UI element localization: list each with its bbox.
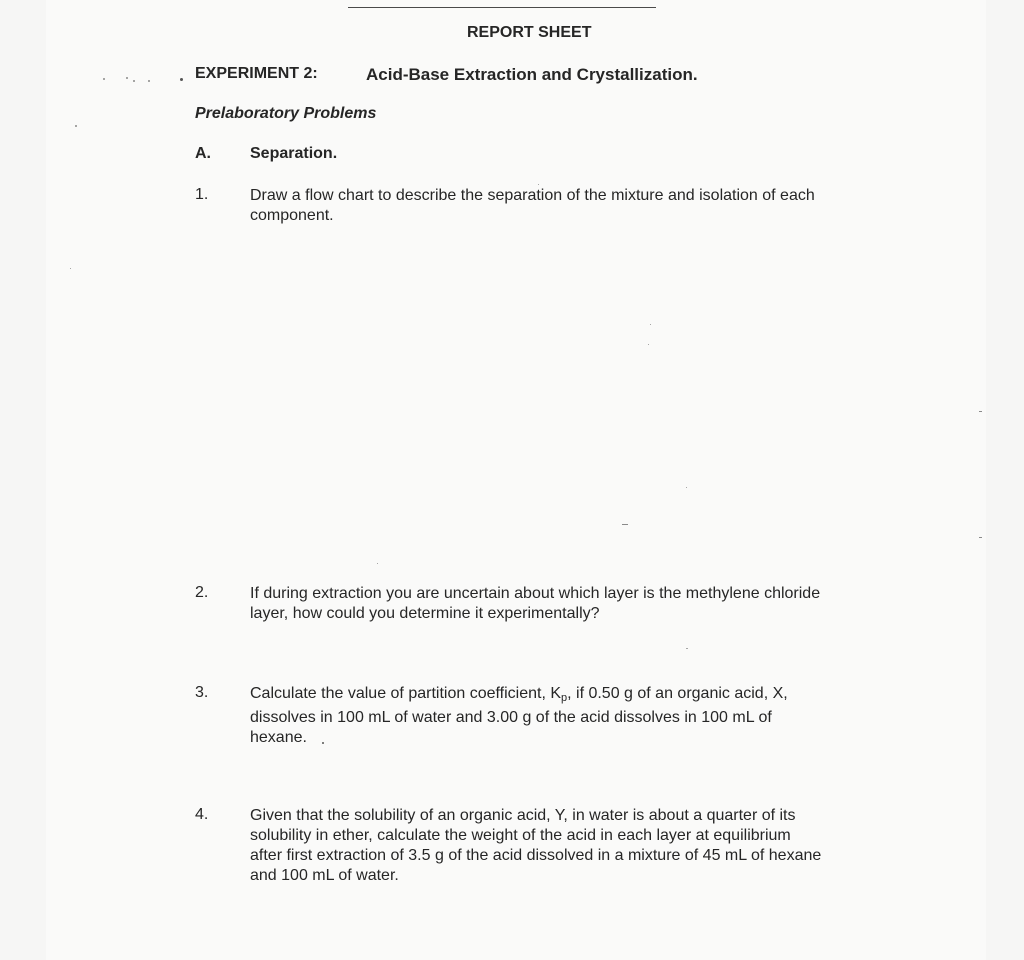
question-1-number: 1.: [195, 186, 209, 203]
question-1-line: Draw a flow chart to describe the separation of the mixture and isolation of each: [250, 187, 815, 204]
scan-speck: [133, 80, 135, 82]
experiment-label: EXPERIMENT 2:: [195, 65, 318, 82]
scan-speck: [377, 563, 378, 564]
scan-speck: [979, 411, 982, 412]
question-4-number: 4.: [195, 806, 209, 823]
question-4-text: [250, 806, 880, 886]
scan-speck: [148, 80, 150, 82]
question-2-line: If during extraction you are uncertain about which layer is the methylene chloride: [250, 585, 821, 602]
scan-speck: [686, 487, 687, 488]
section-title: Separation.: [250, 145, 338, 162]
question-3-number: 3.: [195, 684, 209, 701]
scan-speck: [686, 648, 688, 649]
question-2-text: [250, 584, 880, 624]
question-1-line: component.: [250, 207, 334, 224]
scan-speck: [622, 524, 628, 525]
section-letter: A.: [195, 145, 211, 162]
prelab-heading: Prelaboratory Problems: [195, 105, 377, 122]
scan-speck: [322, 742, 324, 744]
question-1-text: [250, 186, 880, 226]
scan-speck: [126, 77, 128, 79]
question-4-line: Given that the solubility of an organic acid, Y, in water is about a quarter of its: [250, 807, 796, 824]
question-2-number: 2.: [195, 584, 209, 601]
scan-speck: [70, 268, 71, 269]
scan-speck: [538, 184, 539, 185]
question-3-line-1: [250, 684, 880, 708]
question-4-line: after first extraction of 3.5 g of the acid dissolved in a mixture of 45 mL of hexane: [250, 847, 822, 864]
question-3-text-after: , if 0.50 g of an organic acid, X,: [567, 685, 788, 702]
scan-speck: [979, 537, 982, 538]
experiment-title: Acid-Base Extraction and Crystallization.: [366, 65, 698, 84]
question-4-line: and 100 mL of water.: [250, 867, 399, 884]
report-title: REPORT SHEET: [467, 24, 592, 41]
scan-speck: [650, 324, 651, 325]
question-3-line: hexane.: [250, 729, 307, 746]
partition-subscript: p: [561, 692, 568, 704]
question-3-text: [250, 684, 880, 748]
scan-speck: [648, 344, 649, 345]
scan-speck: [180, 78, 183, 81]
scan-speck: [75, 125, 77, 127]
question-4-line: solubility in ether, calculate the weight of the acid in each layer at equilibrium: [250, 827, 791, 844]
scan-speck: [103, 78, 105, 80]
question-3-text-before: Calculate the value of partition coefficient, K: [250, 685, 561, 702]
question-2-line: layer, how could you determine it experimentally?: [250, 605, 600, 622]
name-underline: [348, 7, 656, 8]
question-3-line: dissolves in 100 mL of water and 3.00 g of the acid dissolves in 100 mL of: [250, 709, 772, 726]
